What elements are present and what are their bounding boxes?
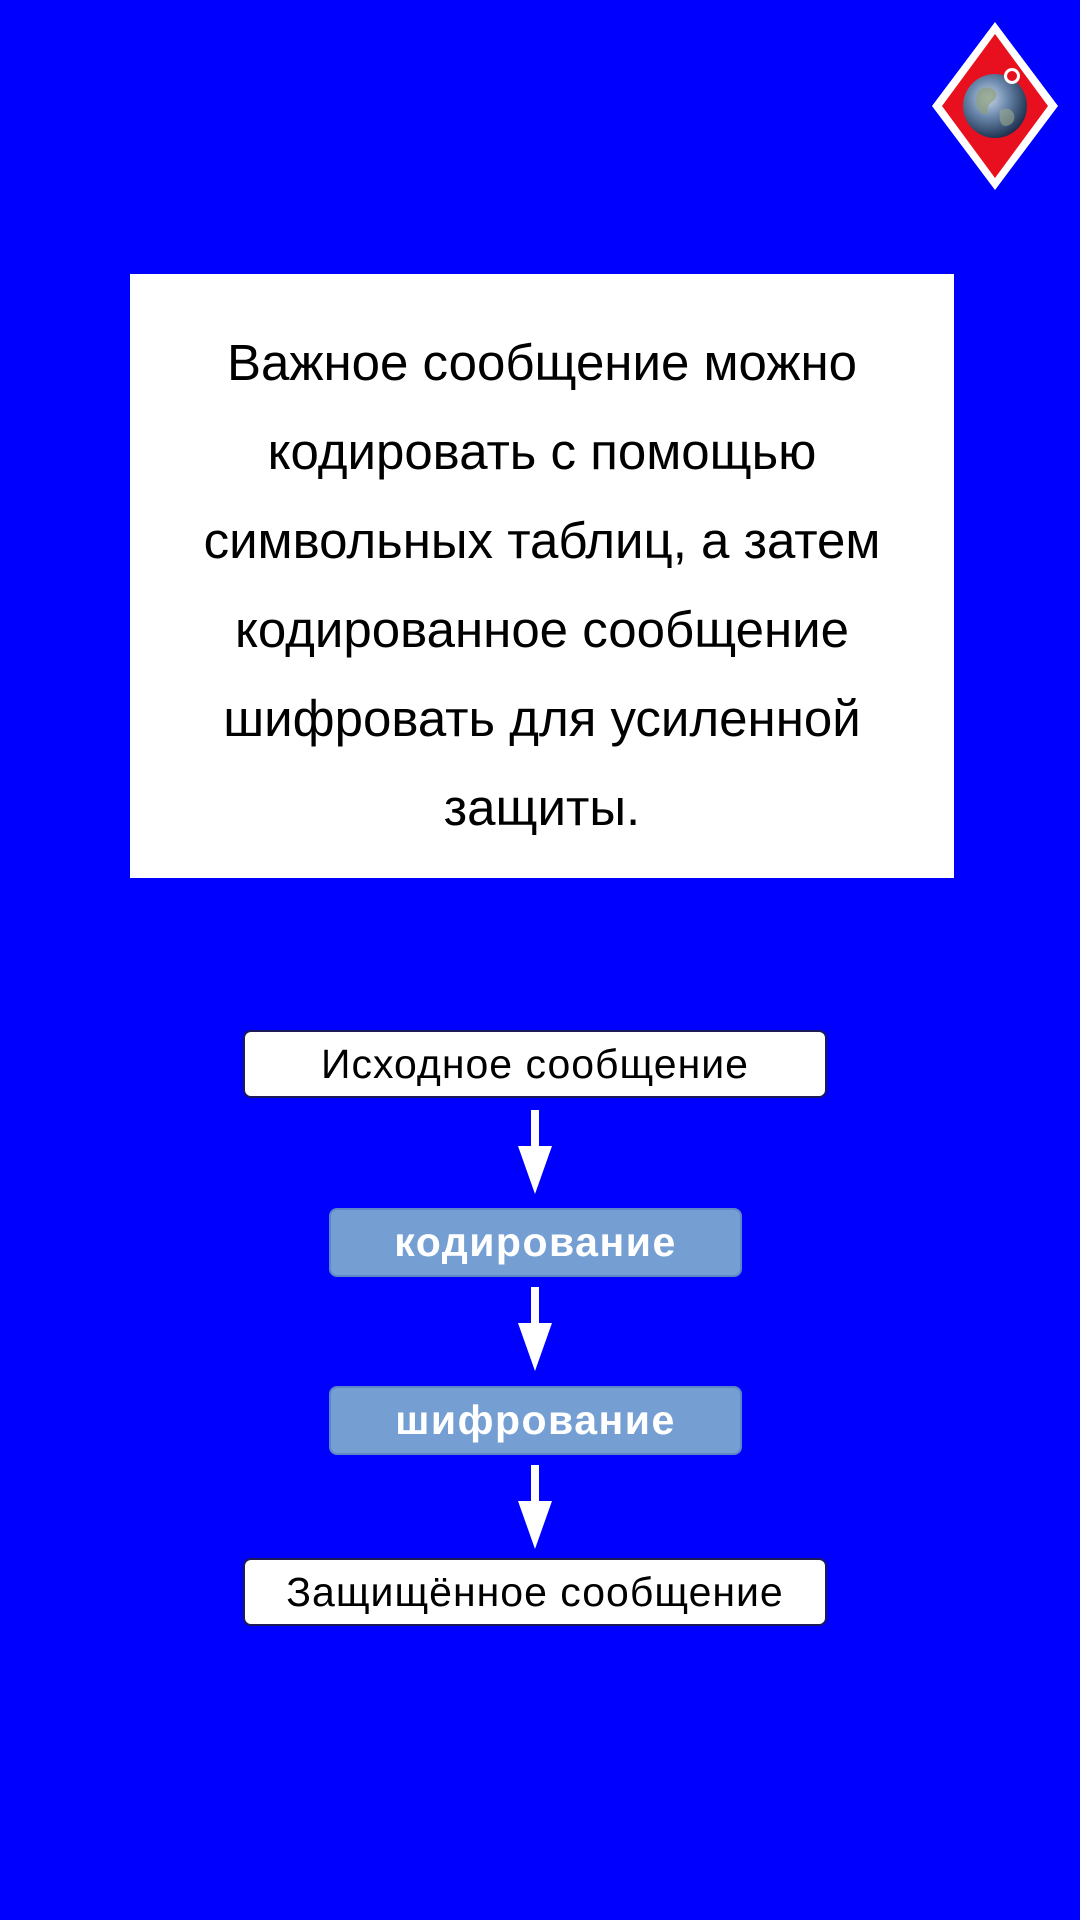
node-source-message [243, 1030, 827, 1098]
arrow-down-icon [518, 1287, 552, 1371]
node-encoding-label: кодирование [394, 1219, 677, 1265]
node-source-message-label: Исходное сообщение [321, 1040, 749, 1087]
arrow-down-icon [518, 1465, 552, 1549]
info-text-box [130, 274, 954, 878]
node-encoding [329, 1208, 742, 1277]
globe-logo-icon [930, 20, 1060, 192]
node-protected-message-label: Защищённое сообщение [286, 1568, 784, 1615]
node-encryption [329, 1386, 742, 1455]
node-encryption-label: шифрование [395, 1397, 676, 1443]
arrow-down-icon [518, 1110, 552, 1194]
node-protected-message [243, 1558, 827, 1626]
info-text: Важное сообщение можно кодировать с помощью символьных таблиц, а затем кодированное сообщение шифровать для усиленной защиты. [203, 334, 881, 836]
